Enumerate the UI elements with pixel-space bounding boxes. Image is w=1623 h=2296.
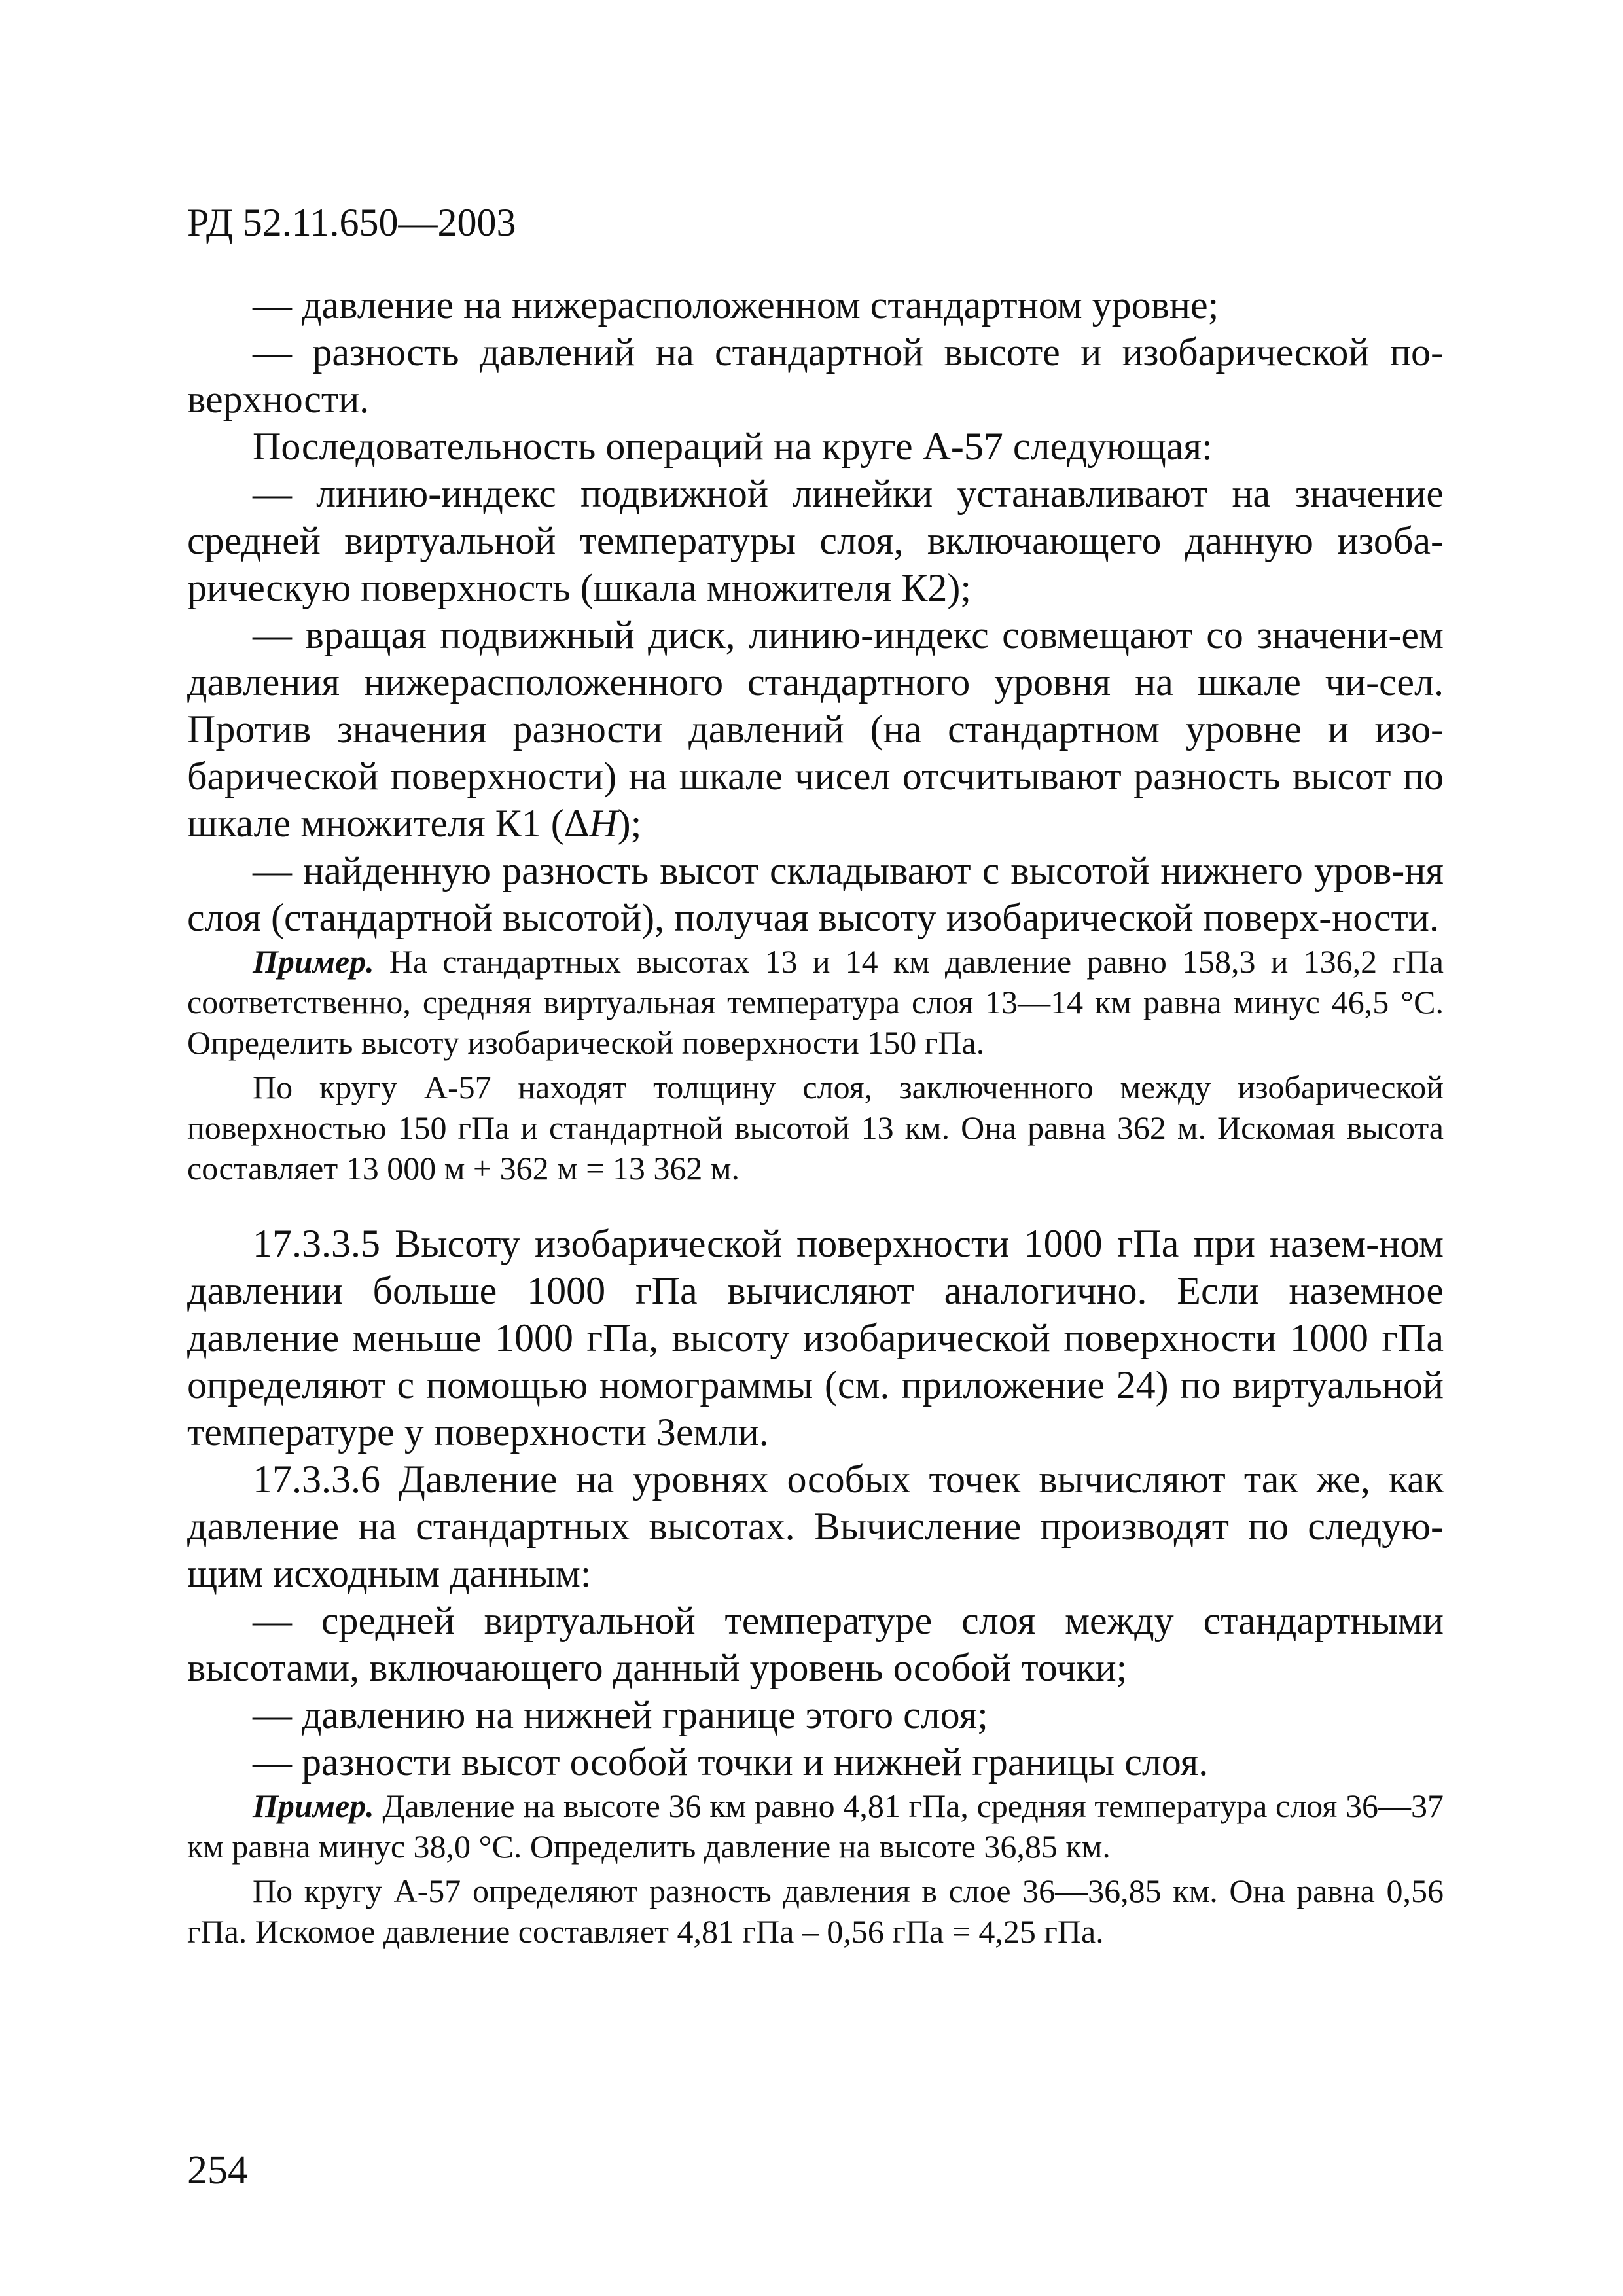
document-body <box>187 281 1444 1952</box>
step-3: — найденную разность высот складывают с высотой нижнего уров-ня слоя (стандартной высотой), получая высоту изобарической поверх-ности. <box>187 849 1444 939</box>
example-1-solution: По кругу А-57 находят толщину слоя, заключенного между изобарической поверхностью 150 гПа и стандартной высотой 13 км. Она равна 362 м. Искомая высота составляет 13 000 м + 362 м = 13 362 м. <box>187 1069 1444 1187</box>
example-1-text: На стандартных высотах 13 и 14 км давление равно 158,3 и 136,2 гПа соответственно, средняя виртуальная температура слоя 13—14 км равна минус 46,5 °С. Определить высоту изобарической поверхности 150 гПа. <box>187 943 1444 1061</box>
list-item-pressure-difference: — разность давлений на стандартной высоте и изобарической по-верхности. <box>187 331 1444 421</box>
step-1: — линию-индекс подвижной линейки устанавливают на значение средней виртуальной температуры слоя, включающего данную изоба-рическую поверхность (шкала множителя К2); <box>187 472 1444 609</box>
example-1-label: Пример. <box>253 943 374 980</box>
step-2-text: — вращая подвижный диск, линию-индекс совмещают со значени-ем давления нижерасположенного стандартного уровня на шкале чи-сел. Против значения разности давлений (на стандартном уровне и изо-барической поверхности) на шкале чисел отсчитывают разность высот по шкале множителя К1 (Δ <box>187 613 1444 845</box>
example-2-text: Давление на высоте 36 км равно 4,81 гПа, средняя температура слоя 36—37 км равна минус 38,0 °С. Определить давление на высоте 36,85 км. <box>187 1787 1444 1865</box>
step-2-end: ); <box>617 802 642 845</box>
step-2 <box>187 611 1444 847</box>
delta-h-symbol: H <box>589 802 618 845</box>
example-2-label: Пример. <box>253 1787 374 1824</box>
list-item-lower-boundary: — давлению на нижней границе этого слоя; <box>253 1693 988 1736</box>
page-number: 254 <box>187 2148 248 2193</box>
example-1 <box>187 941 1444 1063</box>
paragraph-17-3-3-5: 17.3.3.5 Высоту изобарической поверхности 1000 гПа при назем-ном давлении больше 1000 гПа вычисляют аналогично. Если наземное давление меньше 1000 гПа, высоту изобарической поверхности 1000 гПа определяют с помощью номограммы (см. приложение 24) по виртуальной температуре у поверхности Земли. <box>187 1222 1444 1454</box>
sequence-intro: Последовательность операций на круге А-57 следующая: <box>253 425 1213 468</box>
list-item-lower-pressure: — давление на нижерасположенном стандартном уровне; <box>253 283 1219 327</box>
document-code-header: РД 52.11.650—2003 <box>187 201 516 244</box>
list-item-height-difference: — разности высот особой точки и нижней границы слоя. <box>253 1740 1209 1784</box>
paragraph-17-3-3-6: 17.3.3.6 Давление на уровнях особых точек вычисляют так же, как давление на стандартных высотах. Вычисление производят по следую-щим исходным данным: <box>187 1458 1444 1595</box>
list-item-mean-temperature: — средней виртуальной температуре слоя между стандартными высотами, включающего данный уровень особой точки; <box>187 1599 1444 1689</box>
example-2-solution: По кругу А-57 определяют разность давления в слое 36—36,85 км. Она равна 0,56 гПа. Искомое давление составляет 4,81 гПа – 0,56 гПа = 4,25 гПа. <box>187 1873 1444 1950</box>
example-2 <box>187 1785 1444 1867</box>
